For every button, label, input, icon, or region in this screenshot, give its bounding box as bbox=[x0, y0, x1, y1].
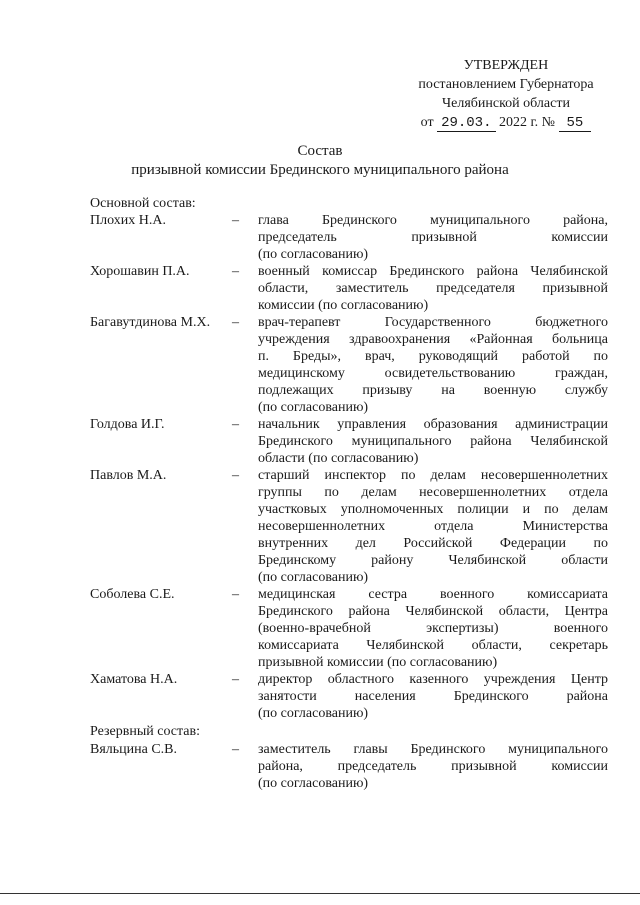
member-row bbox=[90, 671, 608, 722]
position-line: (по согласованию) bbox=[258, 400, 369, 415]
position-line: медицинская сестра военного комиссариата bbox=[258, 587, 608, 602]
main-composition-label: Основной состав: bbox=[90, 196, 196, 211]
member-name: Плохих Н.А. bbox=[90, 213, 166, 228]
member-row bbox=[90, 416, 608, 467]
position-line: подлежащих призыву на военную службу bbox=[258, 383, 608, 398]
position-line: комиссариата Челябинской области, секретарь bbox=[258, 638, 608, 653]
position-line: председатель призывной комиссии bbox=[258, 230, 608, 245]
position-line: директор областного казенного учреждения Центр bbox=[258, 672, 608, 687]
member-row bbox=[90, 741, 608, 792]
member-name: Багавутдинова М.Х. bbox=[90, 315, 211, 330]
title-line-2: призывной комиссии Брединского муниципального района bbox=[131, 162, 509, 178]
approval-authority: постановлением Губернатора bbox=[418, 77, 594, 92]
member-dash: – bbox=[232, 672, 239, 687]
position-line: комиссии (по согласованию) bbox=[258, 298, 429, 313]
position-line: области (по согласованию) bbox=[258, 451, 419, 466]
approval-stamp bbox=[398, 56, 614, 132]
position-line: занятости населения Брединского района bbox=[258, 689, 608, 704]
year-label: 2022 г. № bbox=[499, 115, 556, 130]
member-name: Павлов М.А. bbox=[90, 468, 167, 483]
position-line: участковых уполномоченных полиции и по делам bbox=[258, 502, 608, 517]
member-name: Хорошавин П.А. bbox=[90, 264, 190, 279]
position-line: начальник управления образования администрации bbox=[258, 417, 608, 432]
position-line: (по согласованию) bbox=[258, 247, 369, 262]
member-position bbox=[258, 671, 608, 722]
reserve-members-list bbox=[90, 741, 608, 792]
position-line: военный комиссар Брединского района Челябинской bbox=[258, 264, 608, 279]
position-line: (по согласованию) bbox=[258, 706, 369, 721]
approval-region: Челябинской области bbox=[442, 96, 570, 111]
member-position bbox=[258, 263, 608, 314]
position-line: Брединского муниципального района Челябинской bbox=[258, 434, 608, 449]
member-dash: – bbox=[232, 742, 239, 757]
member-name: Вяльцина С.В. bbox=[90, 742, 178, 757]
member-position bbox=[258, 741, 608, 792]
position-line: (по согласованию) bbox=[258, 570, 369, 585]
member-dash: – bbox=[232, 468, 239, 483]
member-row bbox=[90, 586, 608, 671]
member-row bbox=[90, 314, 608, 416]
bottom-divider bbox=[0, 893, 640, 894]
member-row bbox=[90, 263, 608, 314]
title-line-1: Состав bbox=[297, 143, 343, 159]
member-name: Голдова И.Г. bbox=[90, 417, 165, 432]
approval-date-line bbox=[398, 113, 614, 132]
approval-number: 55 bbox=[559, 115, 592, 132]
member-position bbox=[258, 586, 608, 671]
position-line: призывной комиссии (по согласованию) bbox=[258, 655, 498, 670]
position-line: п. Бреды», врач, руководящий работой по bbox=[258, 349, 608, 364]
position-line: Брединского района Челябинской области, Центра bbox=[258, 604, 608, 619]
position-line: старший инспектор по делам несовершеннолетних bbox=[258, 468, 608, 483]
member-dash: – bbox=[232, 213, 239, 228]
main-members-list bbox=[90, 212, 608, 722]
from-label: от bbox=[420, 115, 434, 130]
position-line: внутренних дел Российской Федерации по bbox=[258, 536, 608, 551]
position-line: (по согласованию) bbox=[258, 776, 369, 791]
position-line: несовершеннолетних отдела Министерства bbox=[258, 519, 608, 534]
member-dash: – bbox=[232, 587, 239, 602]
position-line: района, председатель призывной комиссии bbox=[258, 759, 608, 774]
member-position bbox=[258, 416, 608, 467]
member-position bbox=[258, 212, 608, 263]
member-position bbox=[258, 314, 608, 416]
position-line: (военно-врачебной экспертизы) военного bbox=[258, 621, 608, 636]
approval-title: УТВЕРЖДЕН bbox=[463, 58, 549, 73]
member-position bbox=[258, 467, 608, 586]
position-line: врач-терапевт Государственного бюджетного bbox=[258, 315, 608, 330]
member-row bbox=[90, 467, 608, 586]
member-dash: – bbox=[232, 264, 239, 279]
member-name: Соболева С.Е. bbox=[90, 587, 175, 602]
position-line: медицинскому освидетельствованию граждан, bbox=[258, 366, 608, 381]
approval-date: 29.03. bbox=[437, 115, 495, 132]
position-line: Брединскому району Челябинской области bbox=[258, 553, 608, 568]
position-line: области, заместитель председателя призывной bbox=[258, 281, 608, 296]
position-line: учреждения здравоохранения «Районная больница bbox=[258, 332, 608, 347]
member-dash: – bbox=[232, 315, 239, 330]
position-line: заместитель главы Брединского муниципального bbox=[258, 742, 608, 757]
position-line: группы по делам несовершеннолетних отдела bbox=[258, 485, 608, 500]
position-line: глава Брединского муниципального района, bbox=[258, 213, 608, 228]
member-dash: – bbox=[232, 417, 239, 432]
member-row bbox=[90, 212, 608, 263]
reserve-composition-label: Резервный состав: bbox=[90, 724, 201, 739]
document-title bbox=[0, 142, 640, 180]
member-name: Хаматова Н.А. bbox=[90, 672, 178, 687]
